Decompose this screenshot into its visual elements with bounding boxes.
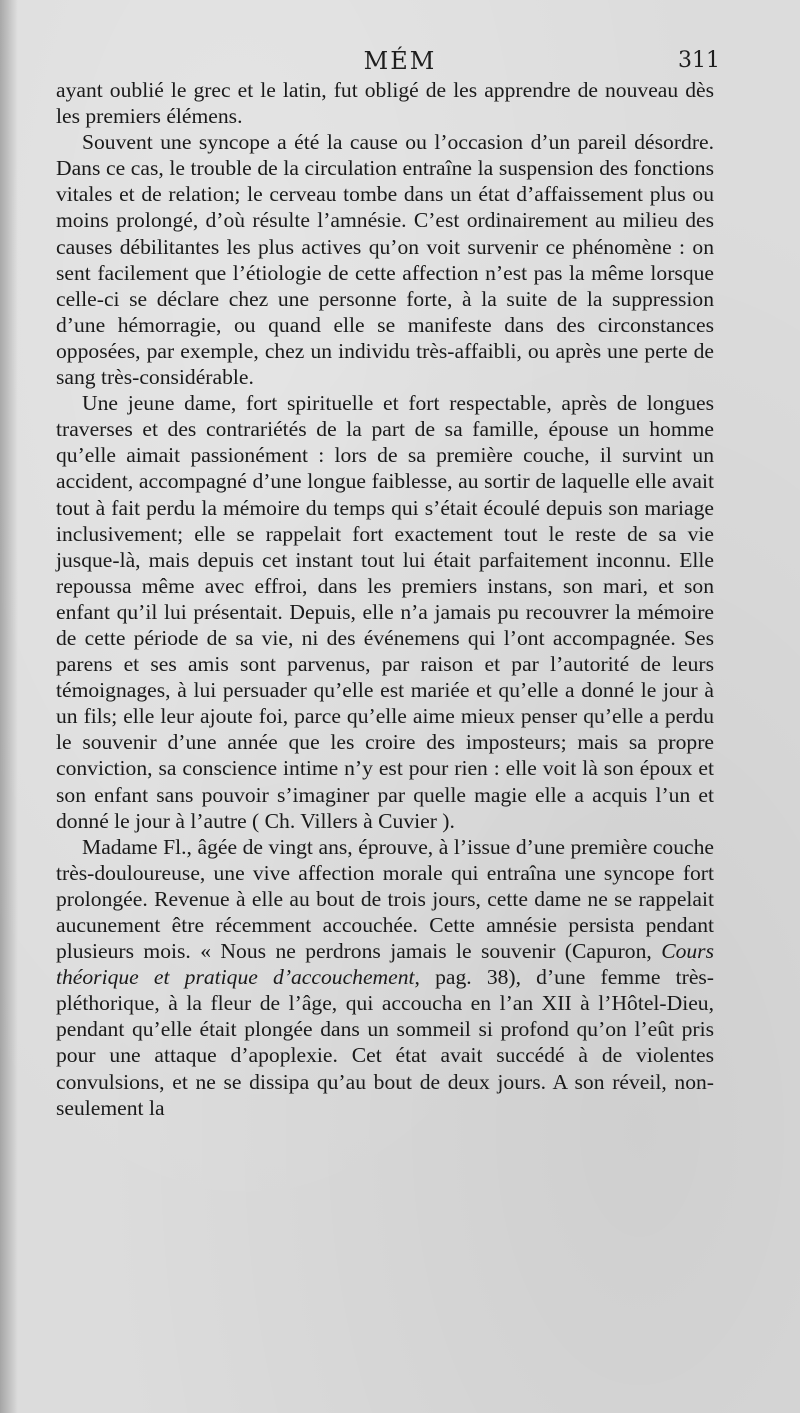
- paragraph: ayant oublié le grec et le latin, fut obligé de les apprendre de nouveau dès les premiers élémens.: [56, 78, 714, 129]
- paragraph: [56, 834, 714, 1121]
- page-gutter-shadow: [0, 0, 18, 1413]
- running-head-title: MÉM: [363, 47, 437, 75]
- cited-title: Cours théorique et pratique d’accouchement: [56, 939, 714, 990]
- running-head: [0, 46, 800, 76]
- paragraph: Souvent une syncope a été la cause ou l’occasion d’un pareil désordre. Dans ce cas, le trouble de la circulation entraîne la suspension des fonctions vitales et de relation; le cerveau tombe dans un état d’affaissement plus ou moins prolongé, d’où résulte l’amnésie. C’est ordinairement au milieu des causes débilitantes les plus actives qu’on voit survenir ce phénomène : on sent facilement que l’étiologie de cette affection n’est pas la même lorsque celle-ci se déclare chez une personne forte, à la suite de la suppression d’une hémorragie, ou quand elle se manifeste dans des circonstances opposées, par exemple, chez un individu très-affaibli, ou après une perte de sang très-considérable.: [56, 130, 714, 390]
- paragraph-text: , pag. 38), d’une femme très-pléthorique, à la fleur de l’âge, qui accoucha en l’an XII à l’Hôtel-Dieu, pendant qu’elle était plongée dans un sommeil si profond qu’on l’eût pris pour une attaque d’apoplexie. Cet état avait succédé à de violentes convulsions, et ne se dissipa qu’au bout de deux jours. A son réveil, non-seulement la: [56, 965, 715, 1120]
- paragraph-text: Madame Fl., âgée de vingt ans, éprouve, à l’issue d’une première couche très-douloureuse, une vive affection morale qui entraîna une syncope fort prolongée. Revenue à elle au bout de trois jours, cette dame ne se rappelait aucunement être récemment accouchée. Cette amnésie persista pendant plusieurs mois. « Nous ne perdrons jamais le souvenir (Capuron,: [56, 834, 714, 964]
- page-number: 311: [678, 48, 720, 73]
- paragraph: Une jeune dame, fort spirituelle et fort respectable, après de longues traverses et des contrariétés de la part de sa famille, épouse un homme qu’elle aimait passionément : lors de sa première couche, il survint un accident, accompagné d’une longue faiblesse, au sortir de laquelle elle avait tout à fait perdu la mémoire du temps qui s’était écoulé depuis son mariage inclusivement; elle se rappelait fort exactement tout le reste de sa vie jusque-là, mais depuis cet instant tout lui était parfaitement inconnu. Elle repoussa même avec effroi, dans les premiers instans, son mari, et son enfant qu’il lui présentait. Depuis, elle n’a jamais pu recouvrer la mémoire de cette période de sa vie, ni des événemens qui l’ont accompagnée. Ses parens et ses amis sont parvenus, par raison et par l’autorité de leurs témoignages, à lui persuader qu’elle est mariée et qu’elle a donné le jour à un fils; elle leur ajoute foi, parce qu’elle aime mieux penser qu’elle a perdu le souvenir d’une année que les croire des imposteurs; mais sa propre conviction, sa conscience intime n’y est pour rien : elle voit là son époux et son enfant sans pouvoir s’imaginer par quelle magie elle a acquis l’un et donné le jour à l’autre ( Ch. Villers à Cuvier ).: [56, 391, 714, 833]
- body-text: [56, 77, 714, 1121]
